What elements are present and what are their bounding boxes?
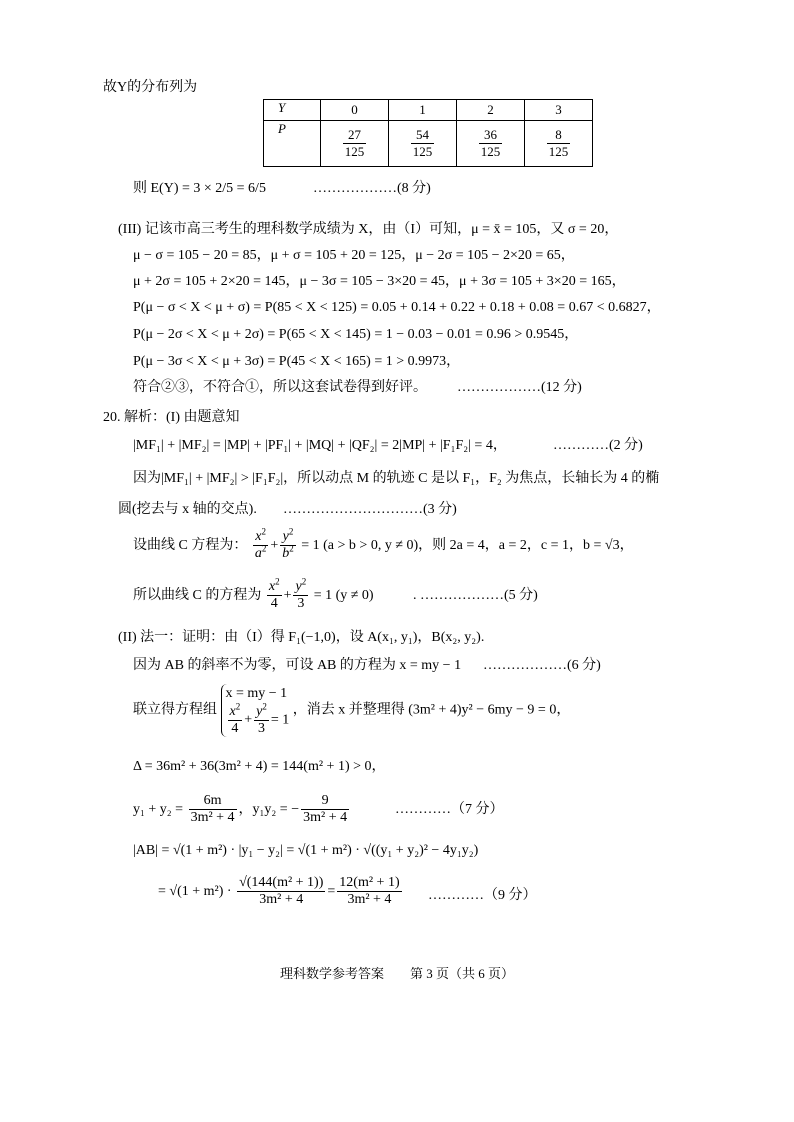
score-8: ………………(8 分) xyxy=(313,181,431,196)
fraction-sum: $\frac{6m}{\text{3m² + 4}}$ xyxy=(190,793,235,826)
score-3: …………………………(3 分) xyxy=(283,502,457,517)
fraction-y2-b2: $\frac{y^2}{b^2}$ xyxy=(282,526,294,562)
page-footer: 理科数学参考答案 第 3 页（共 6 页） xyxy=(279,966,514,981)
table-cell: 3 xyxy=(525,100,593,121)
slope-line: 因为 AB 的斜率不为零，可设 AB 的方程为 x = my − 1 xyxy=(133,658,462,673)
probability-fraction: $\frac{8}{125}$ xyxy=(548,127,569,159)
system-line: 联立得方程组 x = my − 1 $\frac{x^2}{4}$ + $\frac{y^2}{3}$ = 1 ，消去 x 并整理得 (3m² + 4)y² − 6my − 9 = 0， xyxy=(133,686,571,736)
score-5: . ………………(5 分) xyxy=(413,588,538,603)
distribution-table xyxy=(263,99,593,167)
delta-line: Δ = 36m² + 36(3m² + 4) = 144(m² + 1) > 0， xyxy=(133,759,386,774)
ab-line: |AB| = √(1 + m²) · |y₁ − y₂| = √(1 + m²) · √((y₁ + y₂)² − 4y₁y₂) xyxy=(133,843,479,858)
score-9: …………（9 分） xyxy=(428,888,537,903)
method1-line: (II) 法一：证明：由（I）得 F₁(−1,0)，设 A(x₁, y₁)，B(x₂, y₂). xyxy=(118,630,485,645)
q20-line3: 圆(挖去与 x 轴的交点). xyxy=(118,502,257,517)
score-7: …………（7 分） xyxy=(395,802,504,817)
fraction-product: $\frac{9}{\text{3m² + 4}}$ xyxy=(303,793,348,826)
table-cell: 1 xyxy=(389,100,457,121)
vieta-line: y₁ + y₂ = $\frac{6m}{\text{3m² + 4}}$ ，y₁y₂ = − $\frac{9}{\text{3m² + 4}}$ xyxy=(133,793,348,826)
probability-fraction: $\frac{27}{125}$ xyxy=(344,127,365,159)
table-header-y: Y xyxy=(264,100,321,121)
part3-line1: μ − σ = 105 − 20 = 85，μ + σ = 105 + 20 = 125，μ − 2σ = 105 − 2×20 = 65， xyxy=(133,248,575,263)
table-row xyxy=(264,121,593,167)
part3-line5: P(μ − 3σ < X < μ + 3σ) = P(45 < X < 165) = 1 > 0.9973， xyxy=(133,354,461,369)
table-header-p: P xyxy=(264,121,321,167)
ab-line2: = √(1 + m²) · $\frac{\text{√(144(m² + 1))}}{\text{3m² + 4}}$ = $\frac{\text{12(m² + 1)}}{\text{3m² + 4}}$ xyxy=(158,875,400,908)
probability-fraction: $\frac{54}{125}$ xyxy=(412,127,433,159)
table-cell: 0 xyxy=(321,100,389,121)
fraction-y2-3: $\frac{y^2}{3}$ xyxy=(295,576,307,612)
part3-line3: P(μ − σ < X < μ + σ) = P(85 < X < 125) = 0.05 + 0.14 + 0.22 + 0.18 + 0.08 = 0.67 < 0.6827， xyxy=(133,300,661,315)
table-cell: 2 xyxy=(457,100,525,121)
q20-line4: 设曲线 C 方程为： $\frac{x^2}{a^2}$ + $\frac{y^2}{b^2}$ = 1 (a > b > 0, y ≠ 0)，则 2a = 4，a = 2，c = 1，b = √3， xyxy=(133,526,634,562)
score-12: ………………(12 分) xyxy=(457,380,582,395)
q20-heading: 20. 解析：(I) 由题意知 xyxy=(103,410,240,425)
score-2: …………(2 分) xyxy=(553,438,643,453)
fraction-ab2: $\frac{\text{12(m² + 1)}}{\text{3m² + 4}}$ xyxy=(339,875,400,908)
part3-line2: μ + 2σ = 105 + 2×20 = 145，μ − 3σ = 105 − 3×20 = 45，μ + 3σ = 105 + 3×20 = 165， xyxy=(133,274,626,289)
fraction-ab1: $\frac{\text{√(144(m² + 1))}}{\text{3m² + 4}}$ xyxy=(239,875,324,908)
score-6: ………………(6 分) xyxy=(483,658,601,673)
table-row xyxy=(264,100,593,121)
part3-conclusion: 符合②③，不符合①，所以这套试卷得到好评。 xyxy=(133,380,427,395)
q20-line5: 所以曲线 C 的方程为 $\frac{x^2}{4}$ + $\frac{y^2}{3}$ = 1 (y ≠ 0) xyxy=(133,576,374,612)
part3-intro: (III) 记该市高三考生的理科数学成绩为 X，由（I）可知，μ = x̄ = 105，又 σ = 20， xyxy=(118,222,619,237)
q20-line2: 因为|MF₁| + |MF₂| > |F₁F₂|，所以动点 M 的轨迹 C 是以 F₁，F₂ 为焦点，长轴长为 4 的椭 xyxy=(133,471,660,486)
q20-line1: |MF₁| + |MF₂| = |MP| + |PF₁| + |MQ| + |QF₂| = 2|MP| + |F₁F₂| = 4， xyxy=(133,438,507,453)
part3-line4: P(μ − 2σ < X < μ + 2σ) = P(65 < X < 145) = 1 − 0.03 − 0.01 = 0.96 > 0.9545， xyxy=(133,327,579,342)
intro-text: 故Y的分布列为 xyxy=(103,80,198,95)
expectation-line: 则 E(Y) = 3 × 2/5 = 6/5 xyxy=(133,181,266,196)
probability-fraction: $\frac{36}{125}$ xyxy=(480,127,501,159)
fraction-x2-a2: $\frac{x^2}{a^2}$ xyxy=(254,526,267,562)
fraction-x2-4: $\frac{x^2}{4}$ xyxy=(268,576,280,612)
equation-system: x = my − 1 $\frac{x^2}{4}$ + $\frac{y^2}{3}$ = 1 xyxy=(221,684,290,737)
